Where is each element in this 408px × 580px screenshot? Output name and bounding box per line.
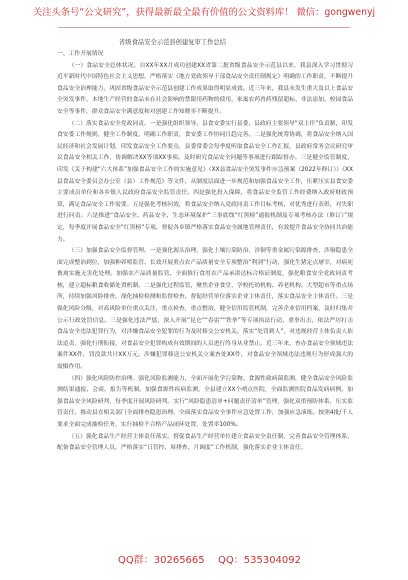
qq-group-text: QQ群：30265665	[118, 555, 205, 566]
paragraph-enterprise-responsibility: （五）强化食品生产经营主体责任落实。督促食品生产经营单位建立食品安全责任制，完善食品安全管理体系，配备食品安全管理人员，严格落实“日管控、周排查、月调度”工作机制，强化落实企业主体责任。	[57, 433, 353, 452]
contact-footer	[0, 552, 408, 570]
qq-contact-text: QQ：535304092	[218, 555, 302, 566]
paragraph-party-government-responsibility: （二）落实食品安全党政同责。一是强化组织领导，县食安委实行县委、县政府主要领导“双主任”负责制，印发食安委工作规则，健全工作制度，明确工作职责，食安委工作协同日趋完善。二是强化统筹协调，将食品安全纳入国民经济和社会发展计划，印发食品安全工作要点，县委常委会每季度听取食品安全工作汇报，县政府常务会议研究审议食品安全相关工作，协调解决XX等项XX事项。及时研究食品安全问题等事项进行跟踪督办。三是健全监管制度，印发《关于构建“六大体系”加强食品安全工作的实施意见》（XX县食品安全突发事件应急预案（2022年修订））《XX县食品安全委员会办公室（县）工作规范》等文件，从制度层面进一步规范和加强食品安全工作，压紧压实县食安委主要成员单位和各乡镇人民政府食品安全监管责任。四是强化投入保障，将食品安全监管工作经费纳入政府财政预算，满足食品安全工作需要。五是强化考核问效，将食品安全纳入党政同责工作目标考核，对优秀进行表彰，对失职进行问责。六是推进“食品安全、药品安全、生态环境保护”三事底线“红黑榜”通报机制及专项考核办法（修订）”规定，每季度开展食品安全“红黑榜”专项、督促各乡镇严格落实食品安全属地管理责任，有效提升食品安全协同共治能力。	[57, 120, 353, 243]
paragraph-supervision-management: （三）加强食品安全监督管理。一是强化源头治理，强化土壤污染防治，涉铜等重金属污染源排查、涉铜隐患全面完成整治到位，加强种养殖监管、长效开展重点农产品质量安全专项整治“利剑”行动，强化生猪定点屠宰，对病死畜禽实施无害化处理。加强农产品质量监管、全面推行食用农产品承诺达标合格证制度，强化粮食安全党政同责考核，建立超标粮食收储处置机制。二是强化过程监管，聚焦企业食堂、学校托幼机构、养老机构、大型超市等重点场所，持续加强风险排查，深化抽检检测和监督检查，督促经营单位落实企业主体责任，落实食品安全主体责任。三是强化风险分级，对高风险单位重点关注，重点检查，重点整治，健全信用监管机制，完善企业信用档案，及时归集并公示行政处罚信息。三是强化违法严惩，深入开展“昆仑”“春雷”“铁拳”等专项执法行动，重拳出击，依法严厉打击食品安全违法犯罪行为，对涉嫌食品安全犯罪的行为及时移交公安机关。落实“处罚到人”，对违规经营主体负责人依法追责，强化行刑衔接，对食品安全犯罪构成有效期间的人员进行终身从业禁止。近三年来，查办食品安全领域违法案件XX件，罚没款共计XX万元，涉嫌犯罪移送公安机关立案查处XX件，对食品安全领域违法违规行为形成强大的震慑作用。	[57, 248, 353, 371]
section-heading-work-progress: 一、工作开展情况	[57, 51, 104, 57]
document-body	[57, 37, 353, 545]
promo-banner: 关注头条号“公文研究”，获得最新最全最有价值的公文资料库！ 微信：gongwenyj	[32, 7, 376, 18]
document-title: 省级食品安全示范县创建复审工作总结	[119, 39, 227, 46]
paragraph-overall-status: （一）食品安全总体状况。自XX年XX月成功创建XX省第二批省级食品安全示范县以来，我县深入学习贯彻习近平新时代中国特色社会主义思想，严格落实《地方党政领导干部食品安全责任制规定》明确的工作职责，不断提升食品安全治理能力，巩固省级食品安全示范县创建工作成果取得明显成效。近三年来，我县未发生重大及以上食品安全突发事件，本地生产经营的食品未在社会影响的禁限用药物的使用，家寓农药兽药残留超标、非法添加、校园食品安全等事件，群众食品安全满意度和对创建工作知晓率不断提升。	[57, 62, 353, 115]
banner-divider	[58, 27, 350, 28]
paragraph-risk-prevention: （四）强化风险防控治理。强化风险监测能力，全面开展化学污染物、食源性致病菌监测，健全食品安全风险监测结果通报、会商、报告等机制。加强食源性疾病监测，全县建立XX个哨点医院，全面监测医院食品发病病例。加强食品安全风险研判，每季度开展风险研判。实行“风险隐患清单+问题责任清单”管理，强化双重预防体系，压实监管责任，推动县直相关部门全面排查隐患治理。全面落实食品安全事件应急处置工作，加强应急演练。按照4批/千人要求全面完成抽检任务，实行抽检不合格产品闭环处置，处置率100%。	[57, 375, 353, 428]
